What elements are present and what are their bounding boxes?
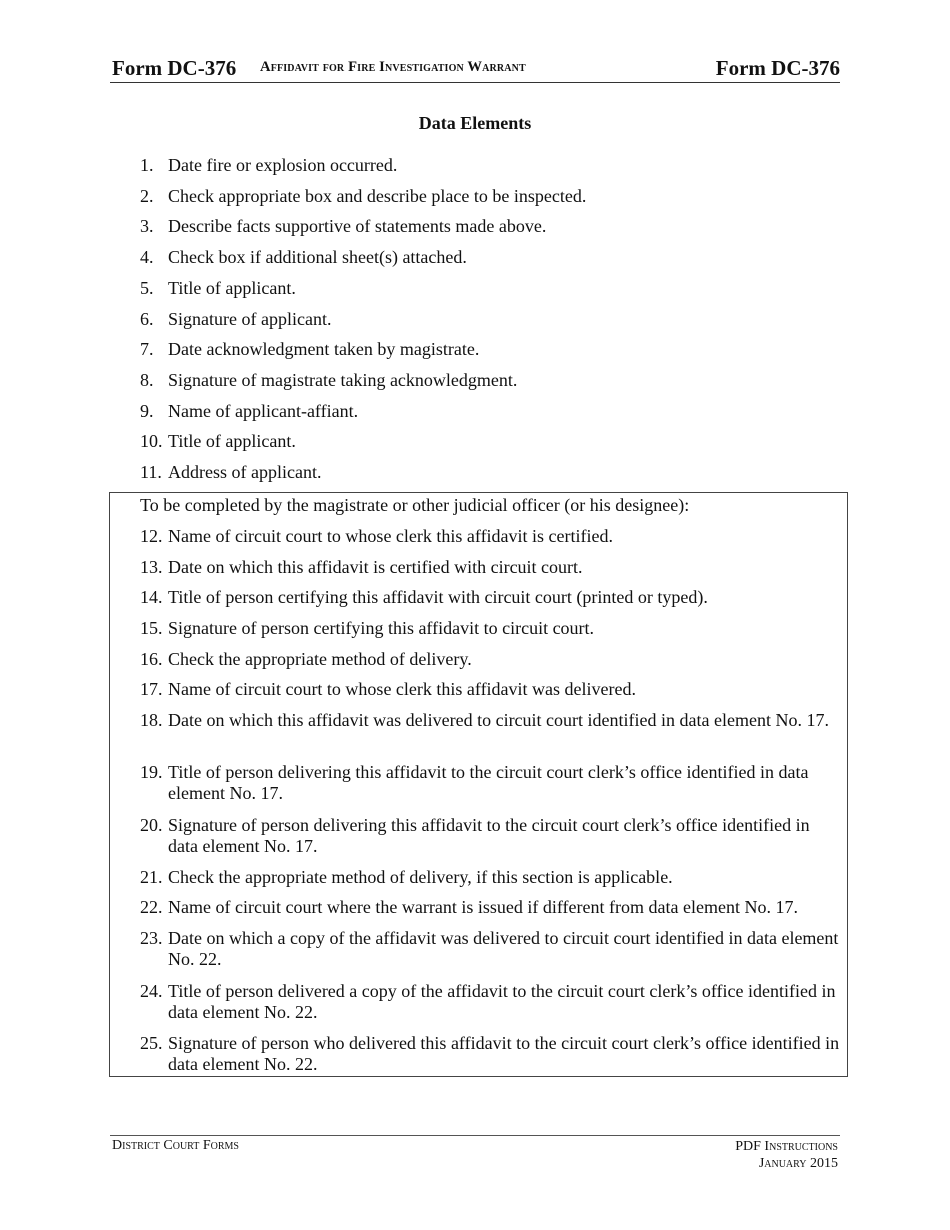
item-text: Signature of applicant.: [168, 309, 332, 329]
list-item: [140, 278, 840, 299]
item-number: 6.: [140, 309, 154, 329]
item-text: Name of applicant-affiant.: [168, 401, 359, 421]
item-number: 9.: [140, 401, 154, 421]
item-number: 13.: [140, 557, 163, 577]
item-text: Signature of person delivering this affidavit to the circuit court clerk’s office identified in data element No. 17.: [168, 815, 810, 856]
list-item: [140, 247, 840, 268]
list-item: [140, 309, 840, 330]
list-item: [140, 401, 840, 422]
item-number: 2.: [140, 186, 154, 206]
list-item: [140, 815, 840, 857]
item-text: Check box if additional sheet(s) attached.: [168, 247, 467, 267]
list-item: [140, 216, 840, 237]
item-text: Describe facts supportive of statements made above.: [168, 216, 547, 236]
item-number: 24.: [140, 981, 163, 1001]
list-item: [140, 155, 840, 176]
list-item: [140, 186, 840, 207]
item-number: 5.: [140, 278, 154, 298]
item-number: 4.: [140, 247, 154, 267]
item-text: Name of circuit court where the warrant is issued if different from data element No. 17.: [168, 897, 798, 917]
item-text: Title of person delivered a copy of the affidavit to the circuit court clerk’s office identified in data element No. 22.: [168, 981, 836, 1022]
item-text: Date on which a copy of the affidavit was delivered to circuit court identified in data element No. 22.: [168, 928, 839, 969]
page-header: [110, 54, 840, 83]
item-text: Title of person delivering this affidavit to the circuit court clerk’s office identified in data element No. 17.: [168, 762, 809, 803]
item-number: 25.: [140, 1033, 163, 1053]
list-item: [140, 587, 840, 608]
list-item: [140, 462, 840, 483]
item-text: Title of person certifying this affidavit with circuit court (printed or typed).: [168, 587, 708, 607]
item-number: 1.: [140, 155, 154, 175]
item-text: Signature of magistrate taking acknowledgment.: [168, 370, 518, 390]
item-text: Address of applicant.: [168, 462, 322, 482]
footer-edition: [735, 1138, 838, 1172]
item-text: Name of circuit court to whose clerk this affidavit is certified.: [168, 526, 614, 546]
footer-divider: [110, 1135, 840, 1136]
list-item: [140, 897, 840, 918]
item-text: Signature of person who delivered this affidavit to the circuit court clerk’s office identified in data element No. 22.: [168, 1033, 840, 1074]
form-number-left: Form DC-376: [112, 56, 237, 80]
form-title: Affidavit for Fire Investigation Warrant: [260, 59, 526, 75]
list-item: [140, 1033, 840, 1075]
list-item: [140, 867, 840, 888]
item-number: 19.: [140, 762, 163, 782]
item-text: Signature of person certifying this affidavit to circuit court.: [168, 618, 595, 638]
section-title: Data Elements: [418, 113, 532, 133]
item-text: Check the appropriate method of delivery, if this section is applicable.: [168, 867, 673, 887]
item-text: Date on which this affidavit was delivered to circuit court identified in data element No. 17.: [168, 710, 829, 730]
list-item: [140, 981, 840, 1023]
item-number: 11.: [140, 462, 162, 482]
item-number: 17.: [140, 679, 163, 699]
item-number: 3.: [140, 216, 154, 236]
item-text: Date acknowledgment taken by magistrate.: [168, 339, 480, 359]
list-item: [140, 618, 840, 639]
list-item: [140, 526, 840, 547]
item-text: Date fire or explosion occurred.: [168, 155, 398, 175]
list-item: [140, 431, 840, 452]
list-item: [140, 679, 840, 700]
footer-publisher: District Court Forms: [112, 1138, 239, 1153]
item-number: 12.: [140, 526, 163, 546]
footer-date: January 2015: [758, 1156, 838, 1171]
form-number-right: Form DC-376: [715, 56, 840, 80]
item-text: Check appropriate box and describe place to be inspected.: [168, 186, 587, 206]
magistrate-section-intro: To be completed by the magistrate or other judicial officer (or his designee):: [140, 495, 690, 515]
list-item: [140, 710, 840, 731]
item-number: 18.: [140, 710, 163, 730]
list-item: [140, 339, 840, 360]
item-number: 8.: [140, 370, 154, 390]
item-number: 22.: [140, 897, 163, 917]
item-number: 23.: [140, 928, 163, 948]
list-item: [140, 370, 840, 391]
item-text: Date on which this affidavit is certified with circuit court.: [168, 557, 583, 577]
item-number: 7.: [140, 339, 154, 359]
list-item: [140, 557, 840, 578]
item-number: 21.: [140, 867, 163, 887]
item-number: 15.: [140, 618, 163, 638]
item-text: Title of applicant.: [168, 278, 296, 298]
item-number: 20.: [140, 815, 163, 835]
item-text: Check the appropriate method of delivery.: [168, 649, 472, 669]
item-number: 16.: [140, 649, 163, 669]
item-number: 10.: [140, 431, 163, 451]
footer-doc-type: PDF Instructions: [735, 1139, 838, 1154]
list-item: [140, 649, 840, 670]
item-number: 14.: [140, 587, 163, 607]
item-text: Name of circuit court to whose clerk this affidavit was delivered.: [168, 679, 637, 699]
list-item: [140, 928, 840, 970]
item-text: Title of applicant.: [168, 431, 296, 451]
list-item: [140, 762, 840, 804]
